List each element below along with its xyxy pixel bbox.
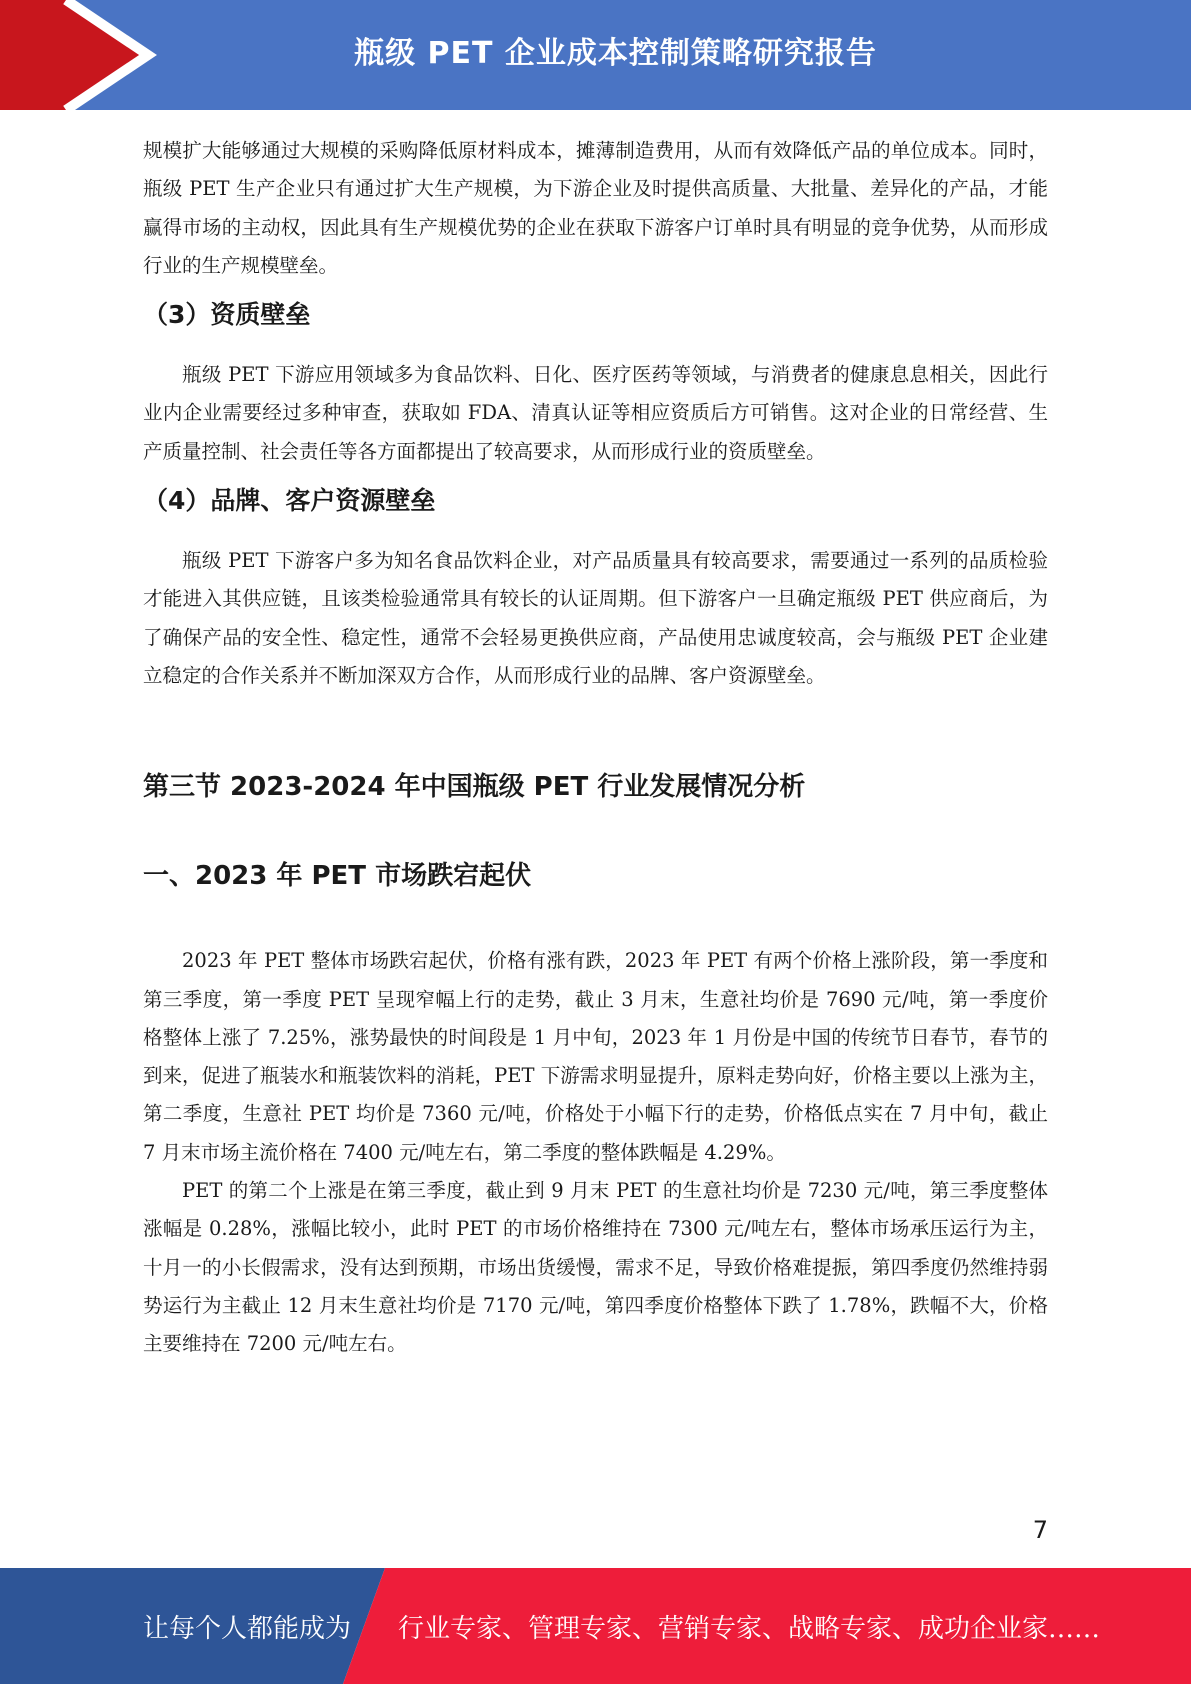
heading-brand-barrier: （4）品牌、客户资源壁垒	[143, 486, 436, 516]
paragraph-second-rise: PET 的第二个上涨是在第三季度，截止到 9 月末 PET 的生意社均价是 7230 元/吨，第三季度整体涨幅是 0.28%，涨幅比较小，此时 PET 的市场价格维持在 7300 元/吨左右，整体市场承压运行为主，十月一的小长假需求，没有达到预期，市场出货缓慢，需求不足，导致价格难提振，第四季度仍然维持弱势运行为主截止 12 月末生意社均价是 7170 元/吨，第四季度价格整体下跌了 1.78%，跌幅不大，价格主要维持在 7200 元/吨左右。	[143, 1179, 1048, 1356]
section-title: 第三节 2023-2024 年中国瓶级 PET 行业发展情况分析	[143, 772, 806, 803]
heading-qualification-barrier: （3）资质壁垒	[143, 300, 311, 330]
subsection-title: 一、2023 年 PET 市场跌宕起伏	[143, 861, 532, 892]
paragraph-market-2023: 2023 年 PET 整体市场跌宕起伏，价格有涨有跌，2023 年 PET 有两个价格上涨阶段，第一季度和第三季度，第一季度 PET 呈现窄幅上行的走势，截止 3 月末，生意社均价是 7690 元/吨，第一季度价格整体上涨了 7.25%，涨势最快的时间段是 1 月中旬，2023 年 1 月份是中国的传统节日春节，春节的到来，促进了瓶装水和瓶装饮料的消耗，PET 下游需求明显提升，原料走势向好，价格主要以上涨为主，第二季度，生意社 PET 均价是 7360 元/吨，价格处于小幅下行的走势，价格低点实在 7 月中旬，截止 7 月末市场主流价格在 7400 元/吨左右，第二季度的整体跌幅是 4.29%。	[143, 949, 1048, 1164]
report-title: 瓶级 PET 企业成本控制策略研究报告	[354, 36, 877, 71]
paragraph-scale-barrier: 规模扩大能够通过大规模的采购降低原材料成本，摊薄制造费用，从而有效降低产品的单位成本。同时，瓶级 PET 生产企业只有通过扩大生产规模，为下游企业及时提供高质量、大批量、差异化的产品，才能赢得市场的主动权，因此具有生产规模优势的企业在获取下游客户订单时具有明显的竞争优势，从而形成行业的生产规模壁垒。	[143, 139, 1048, 277]
footer-slogan-right: 行业专家、管理专家、营销专家、战略专家、成功企业家……	[398, 1613, 1101, 1644]
page-footer	[0, 1568, 1191, 1684]
page-header	[0, 0, 1191, 110]
footer-slogan-left: 让每个人都能成为	[143, 1613, 352, 1644]
page-number: 7	[1032, 1516, 1048, 1544]
paragraph-brand-barrier: 瓶级 PET 下游客户多为知名食品饮料企业，对产品质量具有较高要求，需要通过一系列的品质检验才能进入其供应链，且该类检验通常具有较长的认证周期。但下游客户一旦确定瓶级 PET 供应商后，为了确保产品的安全性、稳定性，通常不会轻易更换供应商，产品使用忠诚度较高，会与瓶级 PET 企业建立稳定的合作关系并不断加深双方合作，从而形成行业的品牌、客户资源壁垒。	[143, 549, 1048, 687]
paragraph-qualification-barrier: 瓶级 PET 下游应用领域多为食品饮料、日化、医疗医药等领域，与消费者的健康息息相关，因此行业内企业需要经过多种审查，获取如 FDA、清真认证等相应资质后方可销售。这对企业的日常经营、生产质量控制、社会责任等各方面都提出了较高要求，从而形成行业的资质壁垒。	[143, 363, 1048, 463]
document-body	[143, 132, 1048, 1364]
